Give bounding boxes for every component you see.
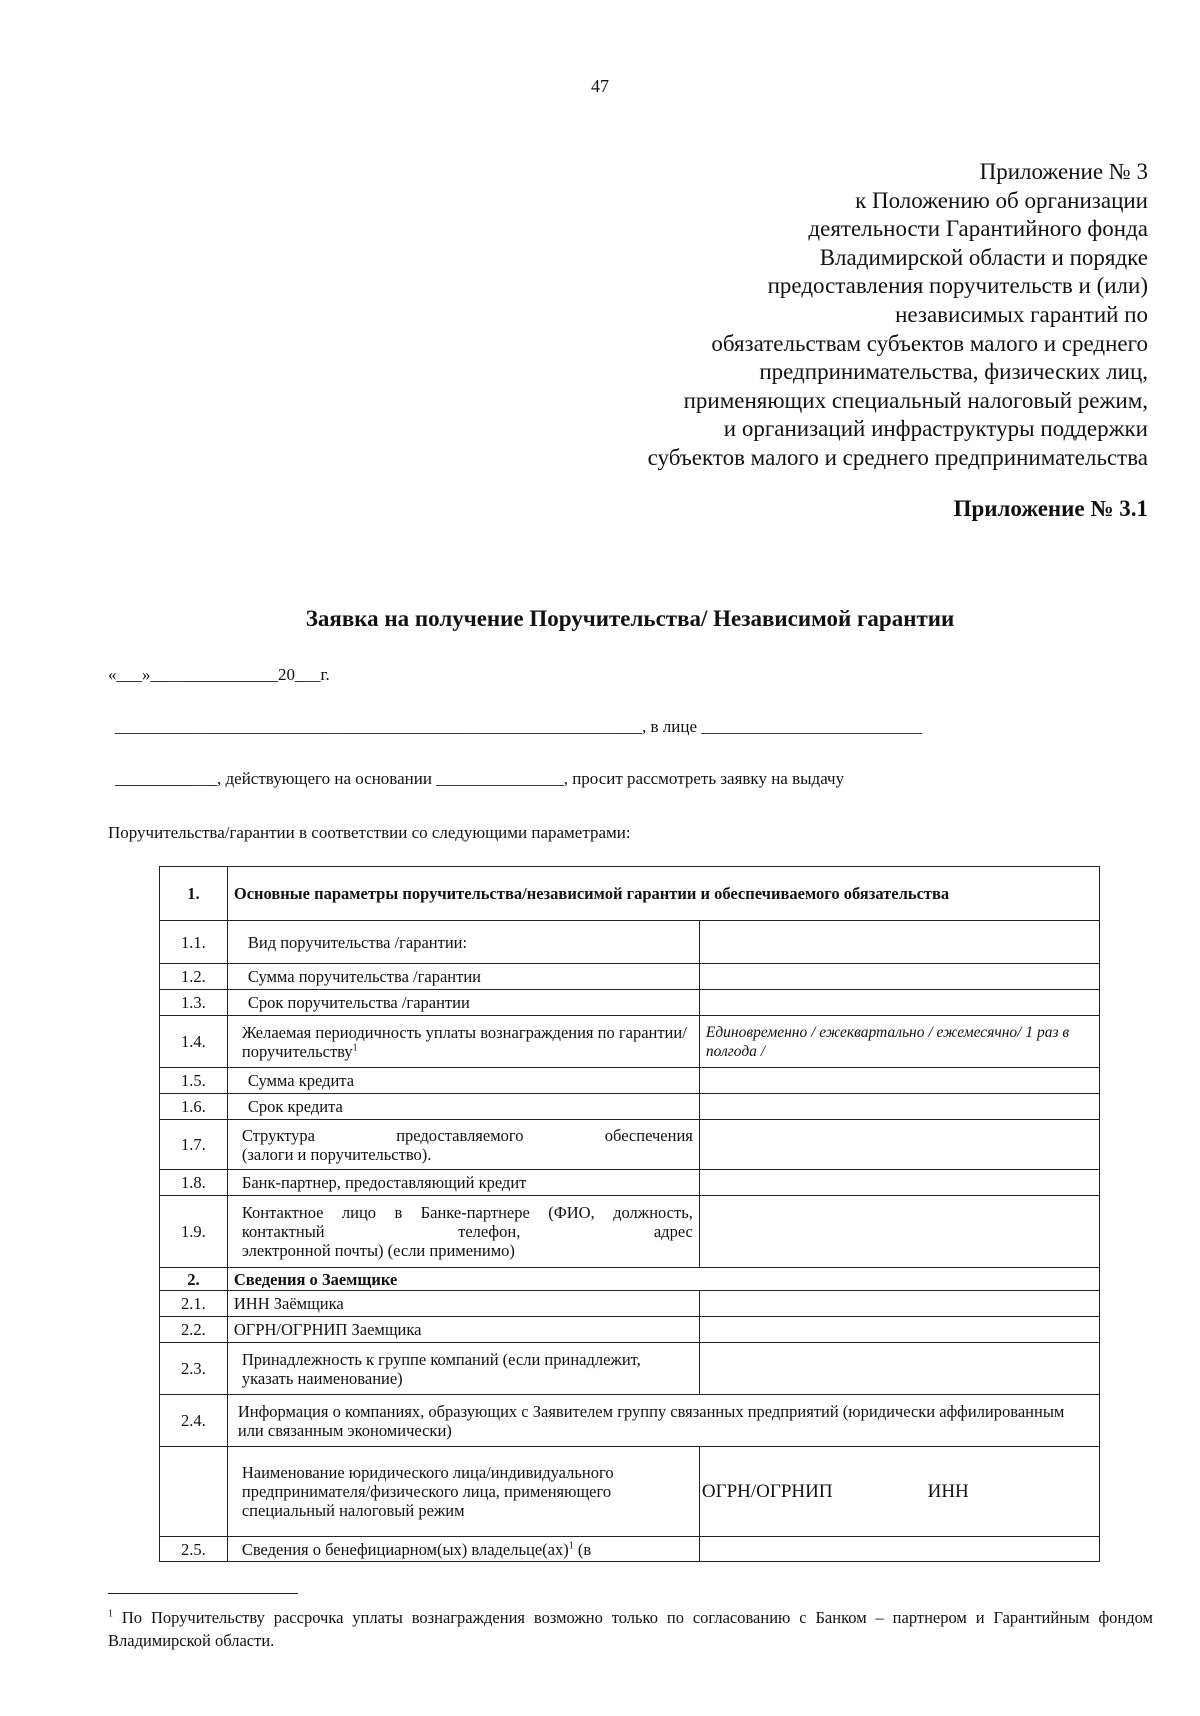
table-row bbox=[160, 1537, 1100, 1562]
row-value[interactable] bbox=[699, 1068, 1099, 1094]
row-number: 1.4. bbox=[160, 1016, 228, 1068]
representative-blank: __________________________ bbox=[701, 717, 923, 736]
row-label-text: Желаемая периодичность уплаты вознаграждения по гарантии/поручительству bbox=[241, 1022, 687, 1061]
inn-column-header: ИНН bbox=[927, 1481, 969, 1502]
row-label bbox=[227, 1196, 699, 1268]
row-value[interactable] bbox=[699, 1291, 1099, 1317]
row-label: Наименование юридического лица/индивидуального предпринимателя/физического лица, применяющего специальный налоговый режим bbox=[227, 1447, 699, 1537]
row-label: Срок поручительства /гарантии bbox=[227, 990, 699, 1016]
table-row bbox=[160, 921, 1100, 964]
appendix-heading bbox=[588, 158, 1148, 473]
table-row bbox=[160, 1343, 1100, 1395]
appendix-line: Владимирской области и порядке bbox=[819, 244, 1148, 270]
row-label-text: Сведения о бенефициарном(ых) владельце(ах) bbox=[241, 1539, 569, 1559]
parameters-table bbox=[159, 866, 1100, 1562]
row-number: 1.9. bbox=[160, 1196, 228, 1268]
row-value[interactable] bbox=[699, 1537, 1099, 1562]
row-label: Принадлежность к группе компаний (если принадлежит, указать наименование) bbox=[227, 1343, 699, 1395]
table-section-row bbox=[160, 1268, 1100, 1291]
row-label: Банк-партнер, предоставляющий кредит bbox=[227, 1170, 699, 1196]
footnote bbox=[108, 1606, 1153, 1652]
row-number: 1.6. bbox=[160, 1094, 228, 1120]
row-value[interactable] bbox=[699, 1170, 1099, 1196]
appendix-line: предоставления поручительств и (или) bbox=[767, 273, 1148, 299]
ogrn-column-header: ОГРН/ОГРНИП bbox=[701, 1481, 833, 1502]
row-value[interactable] bbox=[699, 990, 1099, 1016]
row-value[interactable] bbox=[699, 1120, 1099, 1170]
row-label-text: электронной почты) (если применимо) bbox=[241, 1241, 515, 1260]
row-label-text: Структура предоставляемого обеспечения bbox=[241, 1125, 693, 1145]
row-label bbox=[227, 1016, 699, 1068]
appendix-subtitle: Приложение № 3.1 bbox=[953, 496, 1148, 521]
footnote-mark: 1 bbox=[108, 1608, 113, 1620]
row-number: 2.1. bbox=[160, 1291, 228, 1317]
table-row bbox=[160, 1068, 1100, 1094]
row-number: 1.5. bbox=[160, 1068, 228, 1094]
row-number: 1.3. bbox=[160, 990, 228, 1016]
footnote-divider bbox=[108, 1593, 298, 1594]
row-number: 2.4. bbox=[160, 1395, 228, 1447]
row-value[interactable] bbox=[699, 1196, 1099, 1268]
appendix-line: к Положению об организации bbox=[855, 187, 1148, 213]
table-row bbox=[160, 1120, 1100, 1170]
row-label bbox=[227, 1120, 699, 1170]
row-number: 2.3. bbox=[160, 1343, 228, 1395]
row-number: 2.2. bbox=[160, 1317, 228, 1343]
row-label-text: (в bbox=[573, 1539, 592, 1559]
appendix-line: Приложение № 3 bbox=[979, 159, 1148, 184]
basis-line: ____________, действующего на основании _______________, просит рассмотреть заявку на выдачу bbox=[115, 769, 845, 788]
appendix-line: деятельности Гарантийного фонда bbox=[808, 216, 1148, 242]
section-label: Основные параметры поручительства/независимой гарантии и обеспечиваемого обязательства bbox=[227, 867, 1099, 921]
applicant-line bbox=[115, 717, 922, 737]
row-label: Срок кредита bbox=[227, 1094, 699, 1120]
applicant-text: , в лице bbox=[642, 717, 698, 736]
table-section-row bbox=[160, 867, 1100, 921]
row-label-text: Контактное лицо в Банке-партнере (ФИО, должность, контактный телефон, адрес bbox=[241, 1203, 693, 1241]
row-label: ОГРН/ОГРНИП Заемщика bbox=[227, 1317, 699, 1343]
row-number: 1. bbox=[160, 867, 228, 921]
document-title: Заявка на получение Поручительства/ Независимой гарантии bbox=[305, 606, 955, 631]
appendix-line: субъектов малого и среднего предпринимательства bbox=[647, 444, 1148, 470]
footnote-mark: 1 bbox=[352, 1042, 358, 1053]
row-number: 2.5. bbox=[160, 1537, 228, 1562]
row-label: Сумма поручительства /гарантии bbox=[227, 964, 699, 990]
appendix-line: обязательствам субъектов малого и среднего bbox=[711, 330, 1148, 356]
row-label: Сумма кредита bbox=[227, 1068, 699, 1094]
table-row bbox=[160, 1016, 1100, 1068]
row-number: 1.1. bbox=[160, 921, 228, 964]
row-label bbox=[227, 1537, 699, 1562]
row-label: Информация о компаниях, образующих с Заявителем группу связанных предприятий (юридически аффилированным или связанным экономически) bbox=[227, 1395, 1099, 1447]
table-row bbox=[160, 1196, 1100, 1268]
applicant-blank: ______________________________________________________________ bbox=[115, 717, 642, 736]
row-label: ИНН Заёмщика bbox=[227, 1291, 699, 1317]
footnote-text: По Поручительству рассрочка уплаты вознаграждения возможно только по согласованию с Банком – партнером и Гарантийным фондом Владимирской области. bbox=[108, 1608, 1153, 1650]
row-value[interactable] bbox=[699, 1317, 1099, 1343]
date-line: «___»_______________20___г. bbox=[108, 665, 330, 684]
row-label-text: (залоги и поручительство). bbox=[241, 1144, 432, 1164]
row-number: 2. bbox=[160, 1268, 228, 1291]
row-value[interactable] bbox=[699, 921, 1099, 964]
row-number: 1.7. bbox=[160, 1120, 228, 1170]
row-label: Вид поручительства /гарантии: bbox=[227, 921, 699, 964]
table-row bbox=[160, 1317, 1100, 1343]
appendix-line: и организаций инфраструктуры поддержки bbox=[723, 416, 1148, 442]
table-row bbox=[160, 1447, 1100, 1537]
row-value[interactable] bbox=[699, 964, 1099, 990]
table-row bbox=[160, 964, 1100, 990]
intro-line: Поручительства/гарантии в соответствии со следующими параметрами: bbox=[108, 823, 631, 842]
footnote-mark: 1 bbox=[568, 1540, 574, 1551]
table-row bbox=[160, 990, 1100, 1016]
page-number: 47 bbox=[591, 76, 609, 96]
table-row bbox=[160, 1170, 1100, 1196]
section-label: Сведения о Заемщике bbox=[227, 1268, 1099, 1291]
appendix-line: независимых гарантий по bbox=[895, 301, 1148, 327]
appendix-line: применяющих специальный налоговый режим, bbox=[683, 387, 1148, 413]
row-value[interactable]: Единовременно / ежеквартально / ежемесячно/ 1 раз в полгода / bbox=[699, 1016, 1099, 1068]
row-value[interactable] bbox=[699, 1343, 1099, 1395]
table-row bbox=[160, 1395, 1100, 1447]
row-number bbox=[160, 1447, 228, 1537]
row-value[interactable] bbox=[699, 1094, 1099, 1120]
row-number: 1.2. bbox=[160, 964, 228, 990]
column-headers bbox=[699, 1447, 1099, 1537]
row-number: 1.8. bbox=[160, 1170, 228, 1196]
table-row bbox=[160, 1291, 1100, 1317]
table-row bbox=[160, 1094, 1100, 1120]
appendix-line: предпринимательства, физических лиц, bbox=[759, 359, 1148, 385]
